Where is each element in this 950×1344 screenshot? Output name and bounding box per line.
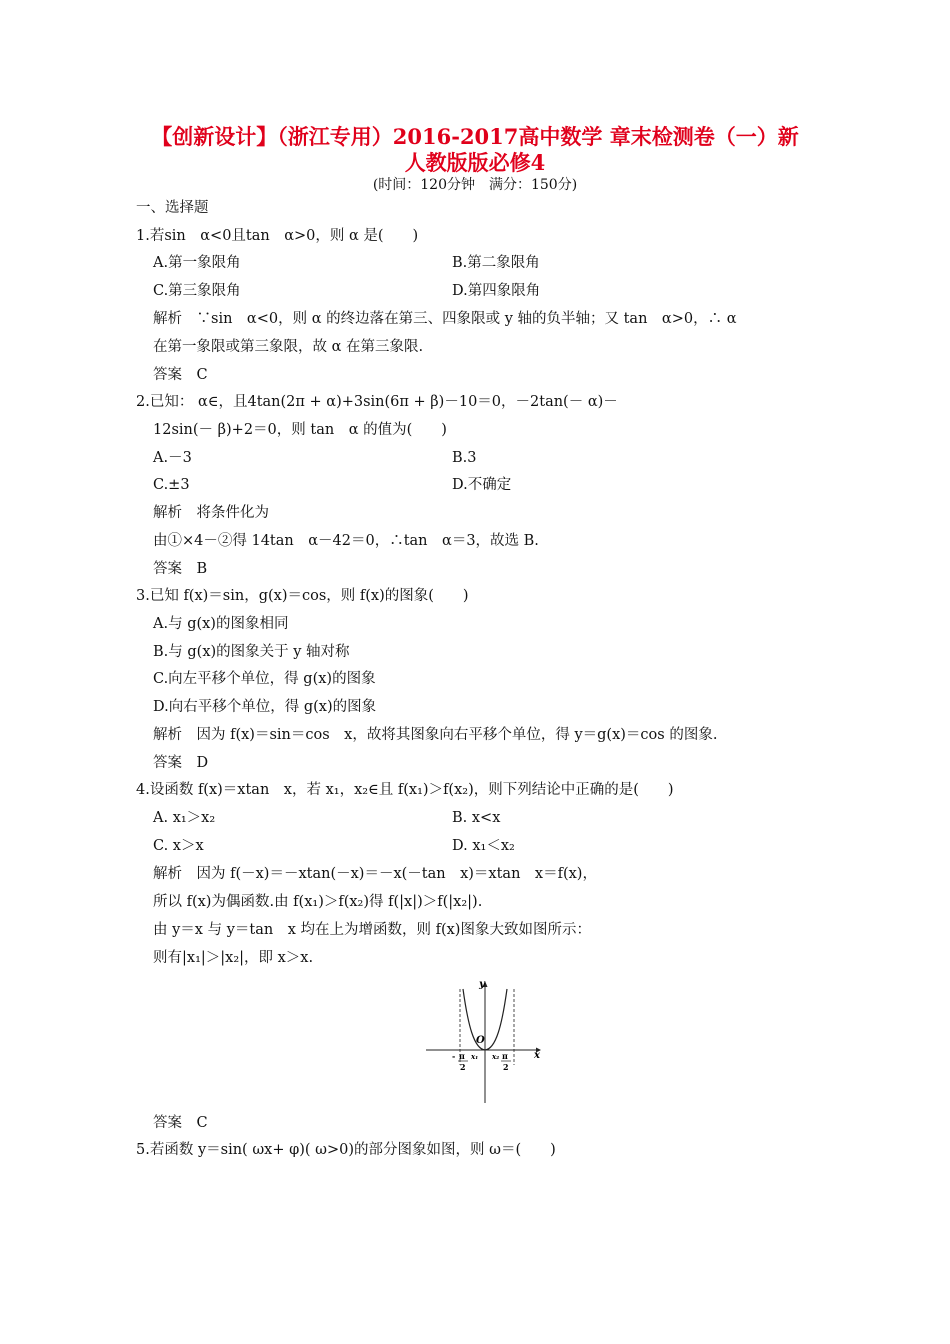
q4-analysis-3: 由 y＝x 与 y＝tan x 均在上为增函数，则 f(x)图象大致如图所示： bbox=[153, 922, 591, 938]
q3-answer: 答案 D bbox=[153, 755, 209, 771]
q2-stem-2: 12sin(－ β)+2＝0，则 tan α 的值为( ) bbox=[153, 422, 447, 438]
q4-stem: 4.设函数 f(x)＝xtan x，若 x₁，x₂∈且 f(x₁)＞f(x₂)，则下列结论中正确的是( ) bbox=[136, 782, 674, 798]
tick-x1: x₁ bbox=[471, 1052, 479, 1061]
q2-analysis-2: 由①×4－②得 14tan α－42＝0，∴tan α＝3，故选 B. bbox=[153, 533, 539, 549]
y-label: y bbox=[479, 979, 485, 990]
q5-stem: 5.若函数 y＝sin( ωx+ φ)( ω>0)的部分图象如图，则 ω＝( ) bbox=[136, 1142, 556, 1158]
q2-option-d: D.不确定 bbox=[452, 477, 512, 493]
q4-analysis-2: 所以 f(x)为偶函数.由 f(x₁)＞f(x₂)得 f(|x|)＞f(|x₂|). bbox=[153, 894, 483, 910]
q1-option-c: C.第三象限角 bbox=[153, 283, 241, 299]
q3-option-b: B.与 g(x)的图象关于 y 轴对称 bbox=[153, 644, 350, 660]
tick-x2: x₂ bbox=[492, 1052, 500, 1061]
q3-stem: 3.已知 f(x)＝sin，g(x)＝cos，则 f(x)的图象( ) bbox=[136, 588, 469, 604]
q1-option-a: A.第一象限角 bbox=[153, 255, 241, 271]
q1-analysis-1: 解析 ∵sin α<0，则 α 的终边落在第三、四象限或 y 轴的负半轴；又 tan α>0，∴ α bbox=[153, 311, 737, 327]
q1-option-b: B.第二象限角 bbox=[452, 255, 540, 271]
tick-two-right: 2 bbox=[503, 1062, 509, 1072]
q4-option-b: B. x<x bbox=[452, 810, 501, 826]
origin-label: O bbox=[476, 1035, 485, 1046]
q2-stem-1: 2.已知： α∈，且4tan(2π + α)+3sin(6π + β)－10＝0，－2tan(－ α)－ bbox=[136, 394, 618, 410]
q1-stem: 1.若sin α<0且tan α>0，则 α 是( ) bbox=[136, 228, 419, 244]
q2-answer: 答案 B bbox=[153, 561, 208, 577]
q4-option-a: A. x₁＞x₂ bbox=[153, 810, 216, 826]
tick-minus: - bbox=[452, 1051, 456, 1061]
q4-option-c: C. x＞x bbox=[153, 838, 204, 854]
q2-option-b: B.3 bbox=[452, 450, 477, 466]
q1-answer: 答案 C bbox=[153, 367, 208, 383]
x-label: x bbox=[534, 1050, 540, 1061]
q3-option-d: D.向右平移个单位，得 g(x)的图象 bbox=[153, 699, 377, 715]
q2-option-a: A.－3 bbox=[153, 450, 192, 466]
q2-analysis-1: 解析 将条件化为 bbox=[153, 505, 269, 521]
q3-option-a: A.与 g(x)的图象相同 bbox=[153, 616, 289, 632]
section-heading: 一、选择题 bbox=[136, 200, 209, 216]
tick-two-left: 2 bbox=[460, 1062, 466, 1072]
q4-answer: 答案 C bbox=[153, 1115, 208, 1131]
tick-pi-right: π bbox=[502, 1051, 508, 1061]
q4-function-graph bbox=[424, 975, 544, 1107]
q2-option-c: C.±3 bbox=[153, 477, 190, 493]
q4-option-d: D. x₁＜x₂ bbox=[452, 838, 515, 854]
exam-info: (时间：120分钟 满分：150分) bbox=[372, 177, 578, 193]
q3-analysis: 解析 因为 f(x)＝sin＝cos x，故将其图象向右平移个单位，得 y＝g(x)＝cos 的图象. bbox=[153, 727, 718, 743]
q3-option-c: C.向左平移个单位，得 g(x)的图象 bbox=[153, 671, 376, 687]
q4-analysis-4: 则有|x₁|＞|x₂|，即 x＞x. bbox=[153, 950, 314, 966]
tick-pi-left: π bbox=[459, 1051, 465, 1061]
q1-analysis-2: 在第一象限或第三象限，故 α 在第三象限. bbox=[153, 339, 424, 355]
document-title-line2: 人教版版必修4 bbox=[404, 150, 546, 175]
document-title-line1: 【创新设计】（浙江专用）2016-2017高中数学 章末检测卷（一）新 bbox=[151, 124, 799, 149]
q4-analysis-1: 解析 因为 f(－x)＝－xtan(－x)＝－x(－tan x)＝xtan x＝f(x)， bbox=[153, 866, 597, 882]
q1-option-d: D.第四象限角 bbox=[452, 283, 541, 299]
